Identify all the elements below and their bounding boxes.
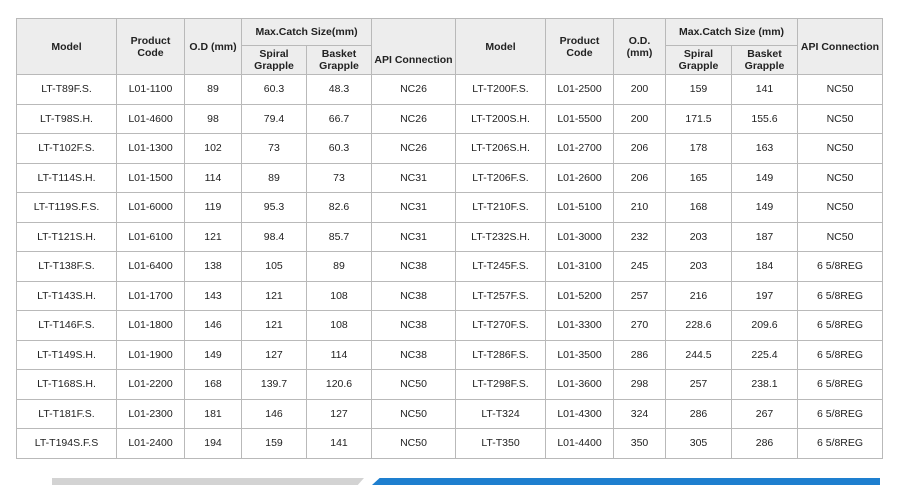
- cell-basket: 85.7: [307, 222, 372, 252]
- header-product-code: Product Code: [117, 19, 185, 75]
- cell-spiral: 127: [242, 340, 307, 370]
- cell-model: LT-T194S.F.S: [17, 429, 117, 459]
- cell-model: LT-T102F.S.: [17, 134, 117, 164]
- cell-spiral-right: 203: [666, 252, 732, 282]
- cell-product-code-right: L01-3300: [546, 311, 614, 341]
- cell-spiral-right: 216: [666, 281, 732, 311]
- cell-api: NC26: [372, 104, 456, 134]
- cell-product-code-right: L01-2700: [546, 134, 614, 164]
- cell-api: NC38: [372, 311, 456, 341]
- header-od-right: O.D. (mm): [614, 19, 666, 75]
- table-row: [17, 134, 883, 164]
- cell-product-code-right: L01-3000: [546, 222, 614, 252]
- cell-model-right: LT-T245F.S.: [456, 252, 546, 282]
- cell-api: NC31: [372, 222, 456, 252]
- cell-api: NC50: [372, 399, 456, 429]
- cell-api-right: NC50: [798, 104, 883, 134]
- cell-api-right: 6 5/8REG: [798, 281, 883, 311]
- cell-od-right: 206: [614, 134, 666, 164]
- cell-product-code-right: L01-3100: [546, 252, 614, 282]
- table-row: [17, 340, 883, 370]
- cell-product-code: L01-1900: [117, 340, 185, 370]
- footer-gray-bar: [52, 478, 364, 485]
- cell-spiral-right: 165: [666, 163, 732, 193]
- cell-basket: 82.6: [307, 193, 372, 223]
- cell-model: LT-T89F.S.: [17, 75, 117, 105]
- cell-basket: 114: [307, 340, 372, 370]
- table-row: [17, 193, 883, 223]
- cell-product-code-right: L01-2600: [546, 163, 614, 193]
- cell-model-right: LT-T206S.H.: [456, 134, 546, 164]
- table-row: [17, 311, 883, 341]
- header-basket-right: Basket Grapple: [732, 46, 798, 75]
- table-row: [17, 75, 883, 105]
- cell-product-code-right: L01-5100: [546, 193, 614, 223]
- cell-od-right: 324: [614, 399, 666, 429]
- cell-model: LT-T98S.H.: [17, 104, 117, 134]
- cell-spiral: 139.7: [242, 370, 307, 400]
- cell-spiral-right: 257: [666, 370, 732, 400]
- cell-api-right: 6 5/8REG: [798, 370, 883, 400]
- cell-basket-right: 286: [732, 429, 798, 459]
- header-model-right: Model: [456, 19, 546, 75]
- cell-spiral: 98.4: [242, 222, 307, 252]
- cell-od-right: 200: [614, 75, 666, 105]
- cell-api-right: NC50: [798, 193, 883, 223]
- cell-model: LT-T119S.F.S.: [17, 193, 117, 223]
- cell-basket-right: 197: [732, 281, 798, 311]
- cell-spiral-right: 228.6: [666, 311, 732, 341]
- cell-product-code: L01-6100: [117, 222, 185, 252]
- cell-product-code: L01-6400: [117, 252, 185, 282]
- cell-spiral: 159: [242, 429, 307, 459]
- cell-product-code: L01-2400: [117, 429, 185, 459]
- footer-blue-bar: [372, 478, 880, 485]
- cell-basket: 89: [307, 252, 372, 282]
- cell-basket-right: 225.4: [732, 340, 798, 370]
- cell-spiral-right: 203: [666, 222, 732, 252]
- cell-od-right: 257: [614, 281, 666, 311]
- cell-model-right: LT-T298F.S.: [456, 370, 546, 400]
- cell-spiral: 89: [242, 163, 307, 193]
- cell-od-right: 298: [614, 370, 666, 400]
- cell-api: NC38: [372, 340, 456, 370]
- cell-basket-right: 163: [732, 134, 798, 164]
- cell-basket: 48.3: [307, 75, 372, 105]
- cell-basket: 73: [307, 163, 372, 193]
- cell-basket-right: 141: [732, 75, 798, 105]
- cell-model: LT-T149S.H.: [17, 340, 117, 370]
- table-row: [17, 252, 883, 282]
- cell-product-code: L01-1800: [117, 311, 185, 341]
- cell-od: 181: [185, 399, 242, 429]
- cell-basket-right: 155.6: [732, 104, 798, 134]
- cell-api: NC50: [372, 370, 456, 400]
- cell-model: LT-T168S.H.: [17, 370, 117, 400]
- cell-od-right: 210: [614, 193, 666, 223]
- cell-basket: 127: [307, 399, 372, 429]
- header-product-code-right: Product Code: [546, 19, 614, 75]
- cell-api: NC38: [372, 252, 456, 282]
- cell-spiral: 121: [242, 311, 307, 341]
- cell-product-code-right: L01-5500: [546, 104, 614, 134]
- cell-model: LT-T146F.S.: [17, 311, 117, 341]
- header-spiral: Spiral Grapple: [242, 46, 307, 75]
- cell-od: 149: [185, 340, 242, 370]
- cell-spiral: 95.3: [242, 193, 307, 223]
- cell-spiral: 146: [242, 399, 307, 429]
- cell-od: 98: [185, 104, 242, 134]
- cell-api-right: 6 5/8REG: [798, 311, 883, 341]
- cell-model: LT-T114S.H.: [17, 163, 117, 193]
- cell-api-right: NC50: [798, 222, 883, 252]
- cell-product-code: L01-6000: [117, 193, 185, 223]
- cell-od: 138: [185, 252, 242, 282]
- cell-api-right: 6 5/8REG: [798, 429, 883, 459]
- cell-od-right: 206: [614, 163, 666, 193]
- cell-basket-right: 149: [732, 163, 798, 193]
- cell-od-right: 350: [614, 429, 666, 459]
- table-row: [17, 429, 883, 459]
- cell-model-right: LT-T270F.S.: [456, 311, 546, 341]
- cell-od-right: 286: [614, 340, 666, 370]
- cell-product-code: L01-1100: [117, 75, 185, 105]
- cell-model-right: LT-T350: [456, 429, 546, 459]
- cell-spiral: 105: [242, 252, 307, 282]
- cell-product-code-right: L01-5200: [546, 281, 614, 311]
- table-row: [17, 104, 883, 134]
- cell-od-right: 245: [614, 252, 666, 282]
- cell-spiral: 79.4: [242, 104, 307, 134]
- cell-model-right: LT-T286F.S.: [456, 340, 546, 370]
- cell-basket: 141: [307, 429, 372, 459]
- cell-model-right: LT-T200F.S.: [456, 75, 546, 105]
- cell-api-right: 6 5/8REG: [798, 399, 883, 429]
- table-row: [17, 163, 883, 193]
- cell-spiral: 121: [242, 281, 307, 311]
- cell-product-code: L01-2300: [117, 399, 185, 429]
- cell-od-right: 232: [614, 222, 666, 252]
- header-max-catch-right: Max.Catch Size (mm): [666, 19, 798, 46]
- cell-spiral-right: 168: [666, 193, 732, 223]
- cell-od: 168: [185, 370, 242, 400]
- header-model: Model: [17, 19, 117, 75]
- cell-basket-right: 184: [732, 252, 798, 282]
- table-body: [17, 75, 883, 459]
- cell-product-code-right: L01-2500: [546, 75, 614, 105]
- cell-spiral: 73: [242, 134, 307, 164]
- cell-model-right: LT-T232S.H.: [456, 222, 546, 252]
- header-api-right: API Connection: [798, 19, 883, 75]
- cell-product-code: L01-2200: [117, 370, 185, 400]
- cell-spiral-right: 171.5: [666, 104, 732, 134]
- table-row: [17, 399, 883, 429]
- table-row: [17, 370, 883, 400]
- cell-od-right: 200: [614, 104, 666, 134]
- cell-od: 194: [185, 429, 242, 459]
- cell-od: 89: [185, 75, 242, 105]
- header-basket: Basket Grapple: [307, 46, 372, 75]
- cell-product-code: L01-1300: [117, 134, 185, 164]
- cell-api-right: 6 5/8REG: [798, 340, 883, 370]
- table-row: [17, 222, 883, 252]
- cell-api: NC26: [372, 75, 456, 105]
- cell-api: NC50: [372, 429, 456, 459]
- cell-model: LT-T143S.H.: [17, 281, 117, 311]
- table-row: [17, 281, 883, 311]
- cell-model: LT-T121S.H.: [17, 222, 117, 252]
- cell-spiral-right: 286: [666, 399, 732, 429]
- cell-product-code: L01-1700: [117, 281, 185, 311]
- cell-product-code-right: L01-4400: [546, 429, 614, 459]
- cell-product-code: L01-1500: [117, 163, 185, 193]
- cell-api-right: 6 5/8REG: [798, 252, 883, 282]
- cell-product-code-right: L01-3600: [546, 370, 614, 400]
- cell-product-code-right: L01-3500: [546, 340, 614, 370]
- header-od: O.D (mm): [185, 19, 242, 75]
- cell-api: NC31: [372, 163, 456, 193]
- cell-model: LT-T181F.S.: [17, 399, 117, 429]
- cell-basket-right: 149: [732, 193, 798, 223]
- cell-model: LT-T138F.S.: [17, 252, 117, 282]
- cell-od: 114: [185, 163, 242, 193]
- cell-basket-right: 238.1: [732, 370, 798, 400]
- cell-api-right: NC50: [798, 163, 883, 193]
- cell-od: 119: [185, 193, 242, 223]
- cell-od: 121: [185, 222, 242, 252]
- cell-spiral-right: 159: [666, 75, 732, 105]
- cell-spiral-right: 305: [666, 429, 732, 459]
- cell-spiral: 60.3: [242, 75, 307, 105]
- cell-api: NC38: [372, 281, 456, 311]
- cell-od: 102: [185, 134, 242, 164]
- cell-product-code-right: L01-4300: [546, 399, 614, 429]
- cell-basket: 108: [307, 281, 372, 311]
- cell-spiral-right: 244.5: [666, 340, 732, 370]
- cell-model-right: LT-T200S.H.: [456, 104, 546, 134]
- header-spiral-right: Spiral Grapple: [666, 46, 732, 75]
- header-row-top: [17, 19, 883, 46]
- cell-model-right: LT-T257F.S.: [456, 281, 546, 311]
- cell-od-right: 270: [614, 311, 666, 341]
- cell-basket-right: 187: [732, 222, 798, 252]
- cell-basket-right: 267: [732, 399, 798, 429]
- cell-api-right: NC50: [798, 134, 883, 164]
- cell-basket: 60.3: [307, 134, 372, 164]
- cell-api: NC31: [372, 193, 456, 223]
- cell-basket-right: 209.6: [732, 311, 798, 341]
- cell-basket: 120.6: [307, 370, 372, 400]
- header-max-catch: Max.Catch Size(mm): [242, 19, 372, 46]
- cell-model-right: LT-T206F.S.: [456, 163, 546, 193]
- cell-spiral-right: 178: [666, 134, 732, 164]
- cell-api-right: NC50: [798, 75, 883, 105]
- cell-api: NC26: [372, 134, 456, 164]
- cell-basket: 108: [307, 311, 372, 341]
- cell-od: 146: [185, 311, 242, 341]
- cell-product-code: L01-4600: [117, 104, 185, 134]
- cell-model-right: LT-T210F.S.: [456, 193, 546, 223]
- header-api: API Connection: [372, 46, 456, 75]
- header-api-spacer: [372, 19, 456, 46]
- cell-model-right: LT-T324: [456, 399, 546, 429]
- cell-basket: 66.7: [307, 104, 372, 134]
- cell-od: 143: [185, 281, 242, 311]
- spec-table: [16, 18, 883, 459]
